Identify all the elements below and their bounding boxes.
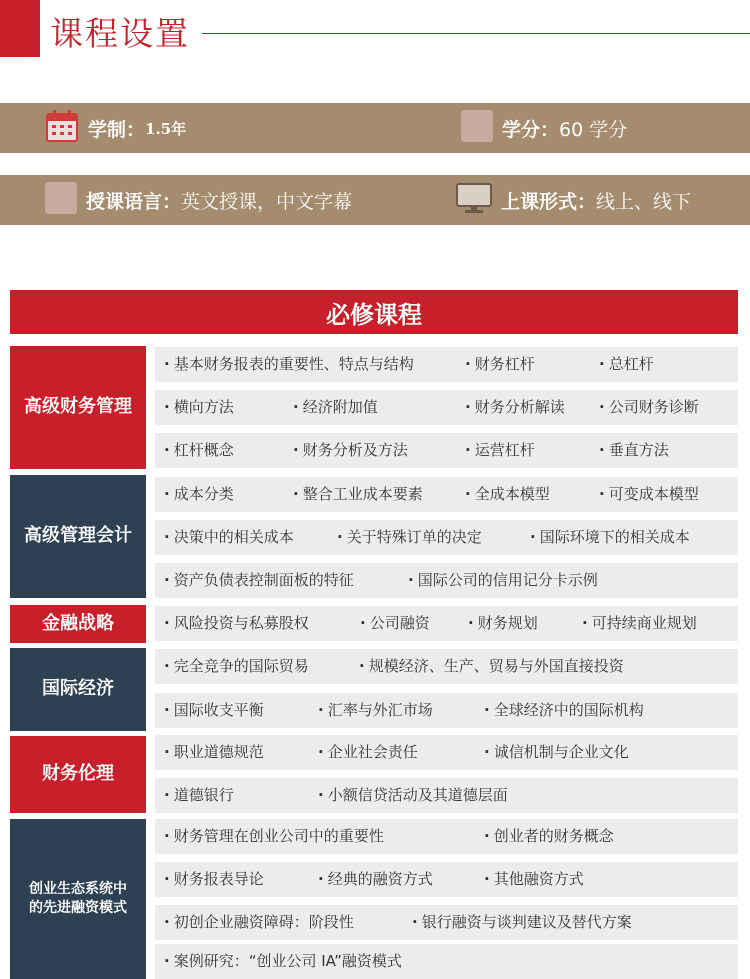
course-item: · 风险投资与私募股权 <box>164 606 309 641</box>
category-name-line-2: 的先进融资模式 <box>29 900 127 916</box>
category-advanced-financial-management: 高级财务管理 <box>10 346 146 469</box>
category-international-economics: 国际经济 <box>10 648 146 731</box>
info-bar-2 <box>0 175 750 225</box>
course-row <box>155 693 738 728</box>
course-row <box>155 347 738 382</box>
language-value: 英文授课，中文字幕 <box>181 190 353 213</box>
credits-icon <box>460 109 494 147</box>
category-startup-financing-models <box>10 819 146 979</box>
course-item: · 财务规划 <box>468 606 538 641</box>
course-row <box>155 905 738 940</box>
course-item: · 决策中的相关成本 <box>164 520 294 555</box>
course-item: · 道德银行 <box>164 778 234 813</box>
course-item: · 汇率与外汇市场 <box>318 693 433 728</box>
course-row <box>155 649 738 684</box>
credits-info <box>460 103 627 153</box>
format-info <box>455 175 691 225</box>
course-item: · 银行融资与谈判建议及替代方案 <box>412 905 632 940</box>
course-item: · 财务管理在创业公司中的重要性 <box>164 819 384 854</box>
duration-info <box>44 103 186 153</box>
language-icon <box>44 181 78 219</box>
course-item: · 职业道德规范 <box>164 735 264 770</box>
course-item: · 可持续商业规划 <box>582 606 697 641</box>
format-label: 上课形式： <box>501 190 597 213</box>
course-row <box>155 778 738 813</box>
info-bar-1 <box>0 103 750 153</box>
duration-value: 1.5年 <box>145 119 187 138</box>
language-info <box>44 175 352 225</box>
format-value: 线上、线下 <box>596 190 692 213</box>
course-row <box>155 390 738 425</box>
course-item: · 国际公司的信用记分卡示例 <box>408 563 598 598</box>
course-row <box>155 433 738 468</box>
course-item: · 财务分析及方法 <box>293 433 408 468</box>
course-item: · 总杠杆 <box>599 347 654 382</box>
course-item: · 资产负债表控制面板的特征 <box>164 563 354 598</box>
course-item: · 成本分类 <box>164 477 234 512</box>
course-item: · 基本财务报表的重要性、特点与结构 <box>164 347 414 382</box>
course-row <box>155 862 738 897</box>
course-item: · 横向方法 <box>164 390 234 425</box>
course-item: · 案例研究：“创业公司 IA”融资模式 <box>164 944 402 979</box>
monitor-icon <box>455 181 493 219</box>
required-courses-header: 必修课程 <box>10 290 738 334</box>
category-advanced-management-accounting: 高级管理会计 <box>10 475 146 598</box>
category-financial-strategy: 金融战略 <box>10 605 146 643</box>
duration-label: 学制： <box>88 118 146 141</box>
course-item: · 国际环境下的相关成本 <box>530 520 690 555</box>
course-item: · 财务杠杆 <box>465 347 535 382</box>
course-item: · 规模经济、生产、贸易与外国直接投资 <box>359 649 624 684</box>
course-item: · 全球经济中的国际机构 <box>484 693 644 728</box>
course-item: · 其他融资方式 <box>484 862 584 897</box>
course-item: · 公司财务诊断 <box>599 390 699 425</box>
course-item: · 可变成本模型 <box>599 477 699 512</box>
course-item: · 企业社会责任 <box>318 735 418 770</box>
course-row <box>155 520 738 555</box>
credits-value: 60 学分 <box>559 118 628 141</box>
course-row <box>155 477 738 512</box>
page-title: 课程设置 <box>50 14 190 53</box>
calendar-icon <box>44 108 80 148</box>
course-item: · 诚信机制与企业文化 <box>484 735 629 770</box>
course-row <box>155 563 738 598</box>
course-item: · 小额信贷活动及其道德层面 <box>318 778 508 813</box>
course-item: · 财务分析解读 <box>465 390 565 425</box>
course-item: · 整合工业成本要素 <box>293 477 423 512</box>
title-accent-block <box>0 0 40 57</box>
course-item: · 创业者的财务概念 <box>484 819 614 854</box>
course-item: · 经典的融资方式 <box>318 862 433 897</box>
course-item: · 全成本模型 <box>465 477 550 512</box>
course-item: · 经济附加值 <box>293 390 378 425</box>
course-item: · 杠杆概念 <box>164 433 234 468</box>
course-row <box>155 819 738 854</box>
course-item: · 公司融资 <box>360 606 430 641</box>
credits-label: 学分： <box>502 118 560 141</box>
course-item: · 运营杠杆 <box>465 433 535 468</box>
course-item: · 国际收支平衡 <box>164 693 264 728</box>
language-label: 授课语言： <box>86 190 182 213</box>
category-financial-ethics: 财务伦理 <box>10 736 146 813</box>
course-item: · 财务报表导论 <box>164 862 264 897</box>
category-name-line-1: 创业生态系统中 <box>29 881 127 898</box>
title-divider <box>202 33 750 34</box>
course-item: · 垂直方法 <box>599 433 669 468</box>
course-item: · 初创企业融资障碍：阶段性 <box>164 905 354 940</box>
course-row <box>155 606 738 641</box>
course-row <box>155 944 738 979</box>
course-item: · 关于特殊订单的决定 <box>337 520 482 555</box>
course-row <box>155 735 738 770</box>
course-item: · 完全竞争的国际贸易 <box>164 649 309 684</box>
